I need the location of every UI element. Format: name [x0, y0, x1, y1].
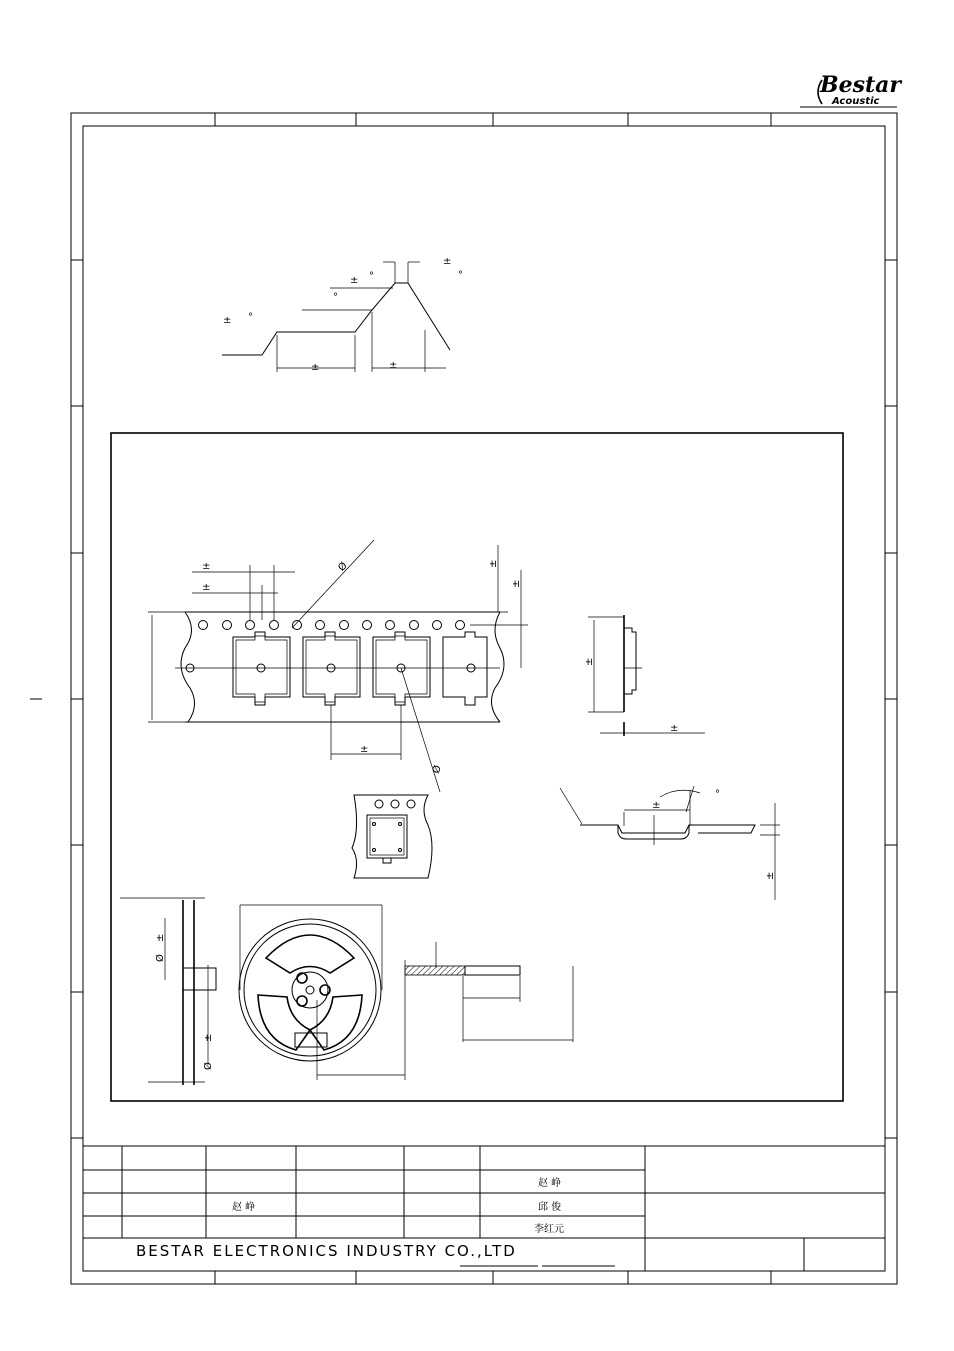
tape-phi-1: Ø	[336, 560, 350, 574]
packaging-panel	[111, 433, 843, 1101]
profile-deg-1: °	[458, 270, 463, 281]
profile-pm-1: ±	[443, 256, 452, 267]
frame-ticks	[30, 113, 897, 1284]
component-in-pocket-view	[352, 795, 432, 878]
tape-pm-4: ±	[488, 559, 499, 568]
tape-pm-1: ±	[202, 561, 211, 572]
reel-pm-1: ±	[155, 933, 166, 942]
bestar-logo	[800, 72, 902, 107]
reel-pm-2: ±	[203, 1033, 214, 1042]
profile-pm-5: ±	[389, 360, 398, 371]
pocket-cross-section	[560, 786, 780, 900]
profile-deg-3: °	[333, 292, 338, 303]
tape-pm-5: ±	[511, 579, 522, 588]
checked-by-name: 赵 峥	[232, 1202, 256, 1213]
title-block	[83, 1146, 885, 1271]
tape-pm-2: ±	[202, 582, 211, 593]
side-pm-1: ±	[652, 800, 661, 811]
profile-pm-2: ±	[350, 275, 359, 286]
pocket-2	[303, 632, 360, 705]
pocket-1	[233, 632, 290, 705]
tape-phi-2: Ø	[430, 763, 444, 776]
outer-frame	[71, 113, 897, 1284]
side-deg: °	[715, 789, 720, 800]
reel-window-right	[310, 995, 362, 1050]
tape-pm-7: ±	[670, 723, 679, 734]
reel-phi-2: Ø	[203, 1062, 214, 1070]
side-pm-2: ±	[765, 871, 776, 880]
profile-pm-3: ±	[223, 315, 232, 326]
profile-deg-2: °	[369, 271, 374, 282]
reel-window-left	[258, 995, 310, 1050]
approved-by-name: 邱 俊	[538, 1202, 562, 1213]
tape-side-section	[584, 615, 705, 736]
logo-brand-text: Bestar	[820, 72, 901, 98]
sprocket-holes	[199, 621, 465, 630]
reel-front-view	[239, 905, 405, 1080]
authorized-by-name: 李红元	[534, 1224, 564, 1235]
drawn-by-name: 赵 峥	[538, 1178, 562, 1189]
profile-deg-4: °	[248, 312, 253, 323]
inner-frame	[83, 126, 885, 1271]
profile-pm-4: ±	[311, 362, 320, 373]
tape-pm-3: ±	[360, 744, 369, 755]
reel-window-top	[266, 935, 354, 973]
logo-sub-text: Acoustic	[832, 96, 880, 107]
reel-phi-1: Ø	[155, 954, 166, 962]
tape-pm-6: ±	[584, 657, 595, 666]
tape-leader	[405, 942, 573, 1042]
company-name: BESTAR ELECTRONICS INDUSTRY CO.,LTD	[136, 1242, 517, 1260]
pocket-4	[443, 632, 487, 705]
reflow-profile-diagram	[222, 256, 463, 373]
reel-side-view	[120, 898, 216, 1085]
carrier-tape-top-view	[148, 540, 528, 792]
